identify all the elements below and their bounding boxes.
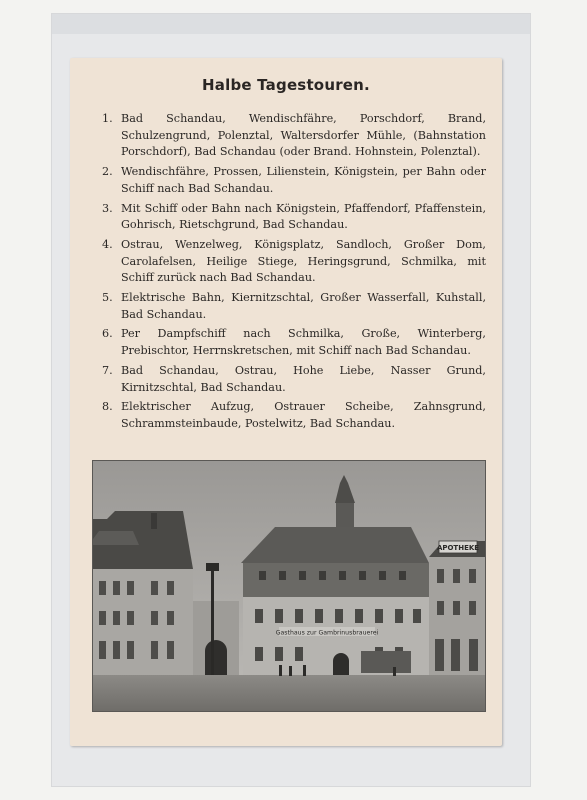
tour-number: 3. bbox=[102, 201, 113, 215]
right-buildings bbox=[429, 541, 485, 679]
photo-drawing bbox=[93, 461, 485, 711]
tour-number: 1. bbox=[102, 112, 113, 125]
tour-number: 6. bbox=[102, 327, 113, 341]
tour-number: 8. bbox=[102, 400, 113, 414]
tour-number: 4. bbox=[102, 237, 113, 251]
building-sign: Gasthaus zur Gambrinusbrauerei bbox=[275, 629, 379, 637]
tour-description: Bad Schandau, Wendischfähre, Porschdorf, Brand, Schulzengrund, Polenztal, Waltersdorfer Mühle, (Bahnstation Porschdorf), Bad Schandau (oder Brand. Hohnstein, Polenztal). bbox=[121, 112, 486, 159]
tour-item bbox=[102, 363, 486, 396]
tour-number: 2. bbox=[102, 165, 113, 179]
tour-item bbox=[102, 399, 486, 432]
left-building bbox=[93, 511, 193, 675]
tour-item bbox=[102, 237, 486, 287]
tour-item bbox=[102, 326, 486, 359]
tour-number: 7. bbox=[102, 363, 113, 377]
tour-description: Wendischfähre, Prossen, Lilienstein, Königstein, per Bahn oder Schiff nach Bad Schandau. bbox=[121, 165, 486, 195]
sleeve-edge bbox=[52, 14, 530, 34]
town-square-photo bbox=[92, 460, 486, 712]
tour-number: 5. bbox=[102, 291, 113, 305]
tour-description: Ostrau, Wenzelweg, Königsplatz, Sandloch, Großer Dom, Carolafelsen, Heilige Stiege, Heringsgrund, Schmilka, mit Schiff zurück nach Bad Schandau. bbox=[121, 237, 486, 285]
market-square bbox=[93, 675, 485, 711]
card-title: Halbe Tagestouren. bbox=[202, 76, 370, 94]
tour-list bbox=[102, 111, 486, 436]
postcard bbox=[70, 58, 502, 746]
tour-description: Per Dampfschiff nach Schmilka, Große, Winterberg, Prebischtor, Herrnskretschen, mit Schiff nach Bad Schandau. bbox=[121, 327, 486, 358]
tour-description: Elektrische Bahn, Kiernitzschtal, Großer Wasserfall, Kuhstall, Bad Schandau. bbox=[121, 291, 486, 321]
tour-item bbox=[102, 201, 486, 234]
tour-item bbox=[102, 111, 486, 161]
tour-item bbox=[102, 164, 486, 197]
tour-item bbox=[102, 290, 486, 323]
tour-description: Bad Schandau, Ostrau, Hohe Liebe, Nasser Grund, Kirnitzschtal, Bad Schandau. bbox=[121, 363, 486, 394]
arch-gate bbox=[193, 601, 239, 675]
tour-description: Elektrischer Aufzug, Ostrauer Scheibe, Zahnsgrund, Schrammsteinbaude, Postelwitz, Bad Schandau. bbox=[121, 400, 486, 430]
tour-description: Mit Schiff oder Bahn nach Königstein, Pfaffendorf, Pfaffenstein, Gohrisch, Rietschgrund, Bad Schandau. bbox=[121, 201, 486, 232]
pharmacy-sign: APOTHEKE bbox=[436, 544, 480, 552]
